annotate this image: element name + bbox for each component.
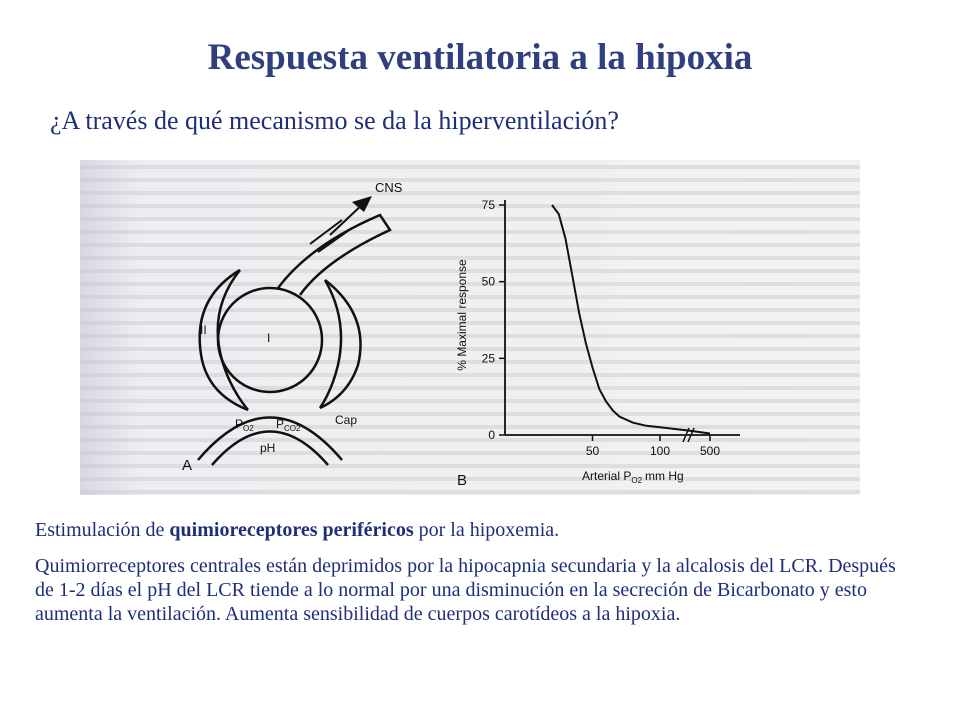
slide-title: Respuesta ventilatoria a la hipoxia bbox=[207, 37, 753, 78]
x-tick-label: 500 bbox=[699, 444, 721, 458]
po2-label: $P_{O2}$ bbox=[235, 417, 254, 433]
y-tick-label: 25 bbox=[481, 351, 495, 366]
body-line-1: Estimulación de quimioreceptores periféricos por la hipoxemia. bbox=[35, 519, 560, 541]
bleed-through-text bbox=[80, 160, 860, 495]
y-tick-label: 50 bbox=[481, 274, 495, 289]
panel-a-label: A bbox=[182, 457, 193, 474]
cap-label: Cap bbox=[335, 413, 358, 427]
x-tick-label: 100 bbox=[649, 444, 671, 458]
chart-y-label: % Maximal response bbox=[455, 259, 469, 371]
body-text bbox=[35, 518, 915, 638]
chart-x-label: Arterial $P_{O2}$ mm Hg bbox=[582, 469, 684, 485]
y-tick-label: 0 bbox=[488, 428, 495, 442]
y-tick-label: 75 bbox=[481, 198, 495, 212]
cell-two-label: II bbox=[200, 323, 207, 337]
body-paragraph-2: Quimiorreceptores centrales están deprimidos por la hipocapnia secundaria y la alcalosis del LCR. Después de 1-2 días el pH del LCR tiende a lo normal por una disminución en la secreción de Bicarbonato y esto aumenta la ventilación. Aumenta sensibilidad de cuerpos carotídeos a la hipoxia. bbox=[35, 555, 896, 625]
peripheral-chemoreceptors: quimioreceptores periféricos bbox=[169, 519, 414, 541]
slide-subtitle: ¿A través de qué mecanismo se da la hiperventilación? bbox=[50, 106, 619, 135]
ph-label: pH bbox=[260, 441, 276, 455]
pco2-label: $P_{CO2}$ bbox=[276, 417, 301, 433]
figure-svg bbox=[80, 160, 860, 495]
panel-b-label: B bbox=[457, 472, 468, 489]
x-tick-label: 50 bbox=[585, 444, 600, 458]
figure-image bbox=[80, 160, 860, 495]
cell-one-label: I bbox=[267, 331, 271, 345]
cns-label: CNS bbox=[375, 180, 403, 195]
